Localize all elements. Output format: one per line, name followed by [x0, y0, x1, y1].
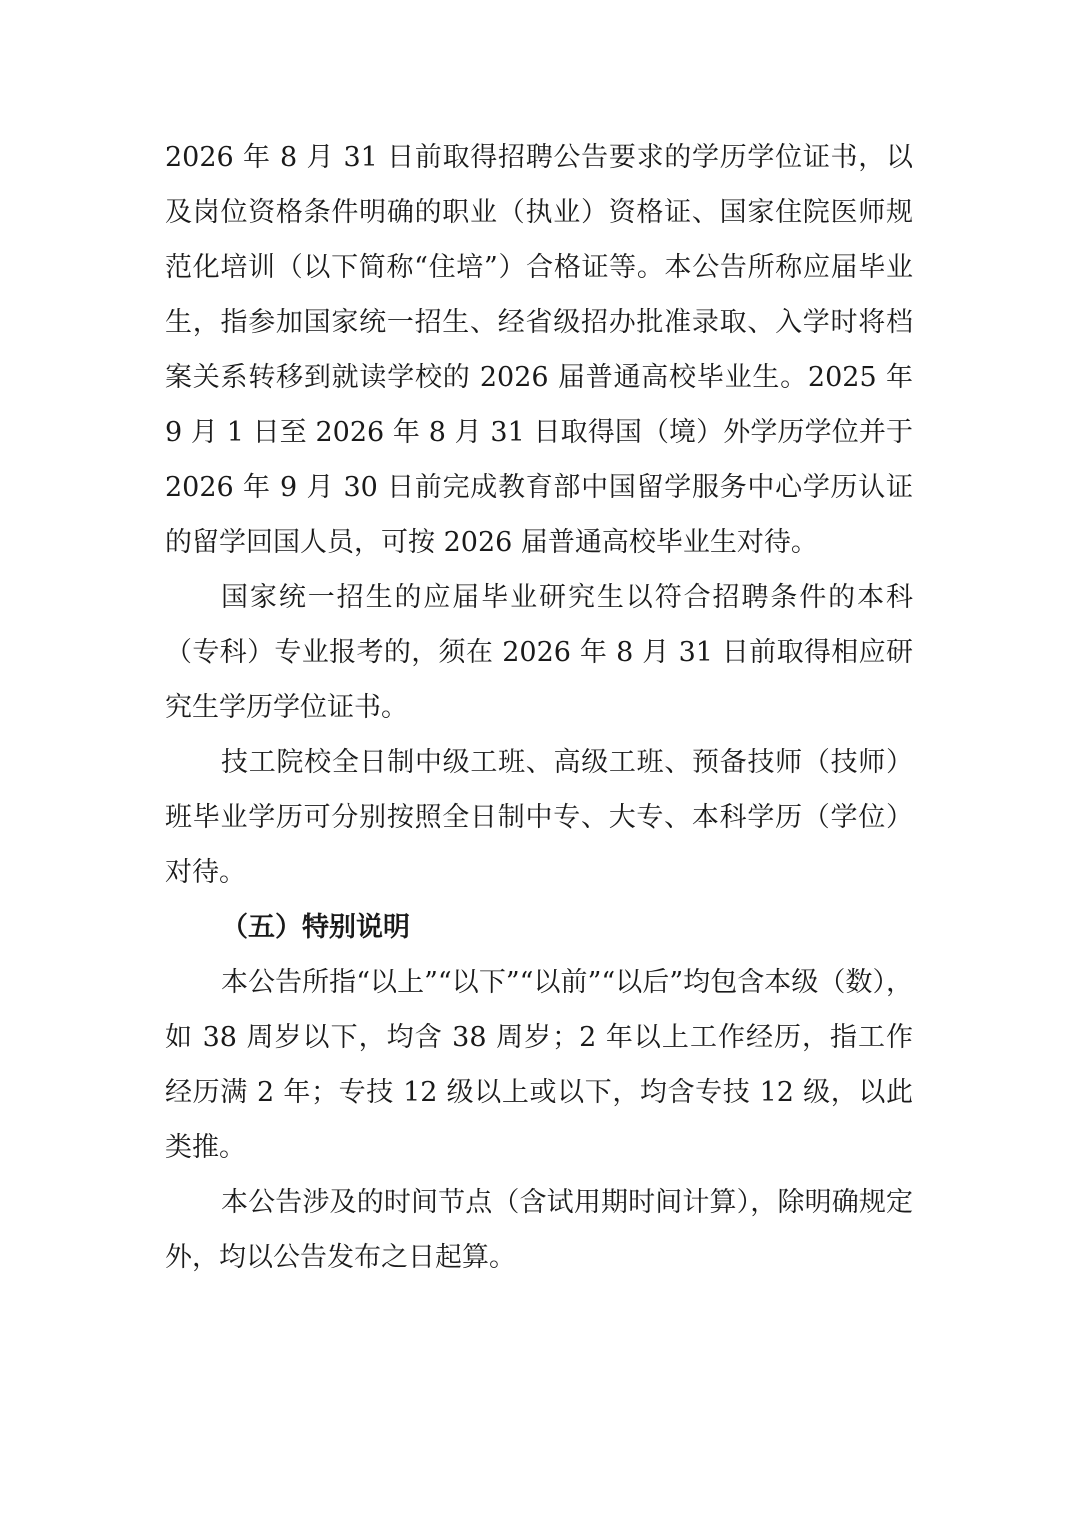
document-body — [165, 130, 913, 1285]
section-heading-special-notes: （五）特别说明 — [221, 912, 410, 943]
paragraph-graduate-students: 国家统一招生的应届毕业研究生以符合招聘条件的本科（专科）专业报考的，须在 2026 年 8 月 31 日前取得相应研究生学历学位证书。 — [165, 582, 913, 723]
paragraph-technical-schools: 技工院校全日制中级工班、高级工班、预备技师（技师）班毕业学历可分别按照全日制中专、大专、本科学历（学位）对待。 — [165, 747, 913, 888]
paragraph-time-calculation: 本公告涉及的时间节点（含试用期时间计算），除明确规定外，均以公告发布之日起算。 — [165, 1187, 913, 1273]
paragraph-above-below-definition: 本公告所指“以上”“以下”“以前”“以后”均包含本级（数），如 38 周岁以下，均含 38 周岁；2 年以上工作经历，指工作经历满 2 年；专技 12 级以上或以下，均含专技 12 级，以此类推。 — [165, 967, 913, 1163]
paragraph-continuation: 2026 年 8 月 31 日前取得招聘公告要求的学历学位证书，以及岗位资格条件明确的职业（执业）资格证、国家住院医师规范化培训（以下简称“住培”）合格证等。本公告所称应届毕业生，指参加国家统一招生、经省级招办批准录取、入学时将档案关系转移到就读学校的 2026 届普通高校毕业生。2025 年 9 月 1 日至 2026 年 8 月 31 日取得国（境）外学历学位并于 2026 年 9 月 30 日前完成教育部中国留学服务中心学历认证的留学回国人员，可按 2026 届普通高校毕业生对待。 — [165, 142, 913, 558]
